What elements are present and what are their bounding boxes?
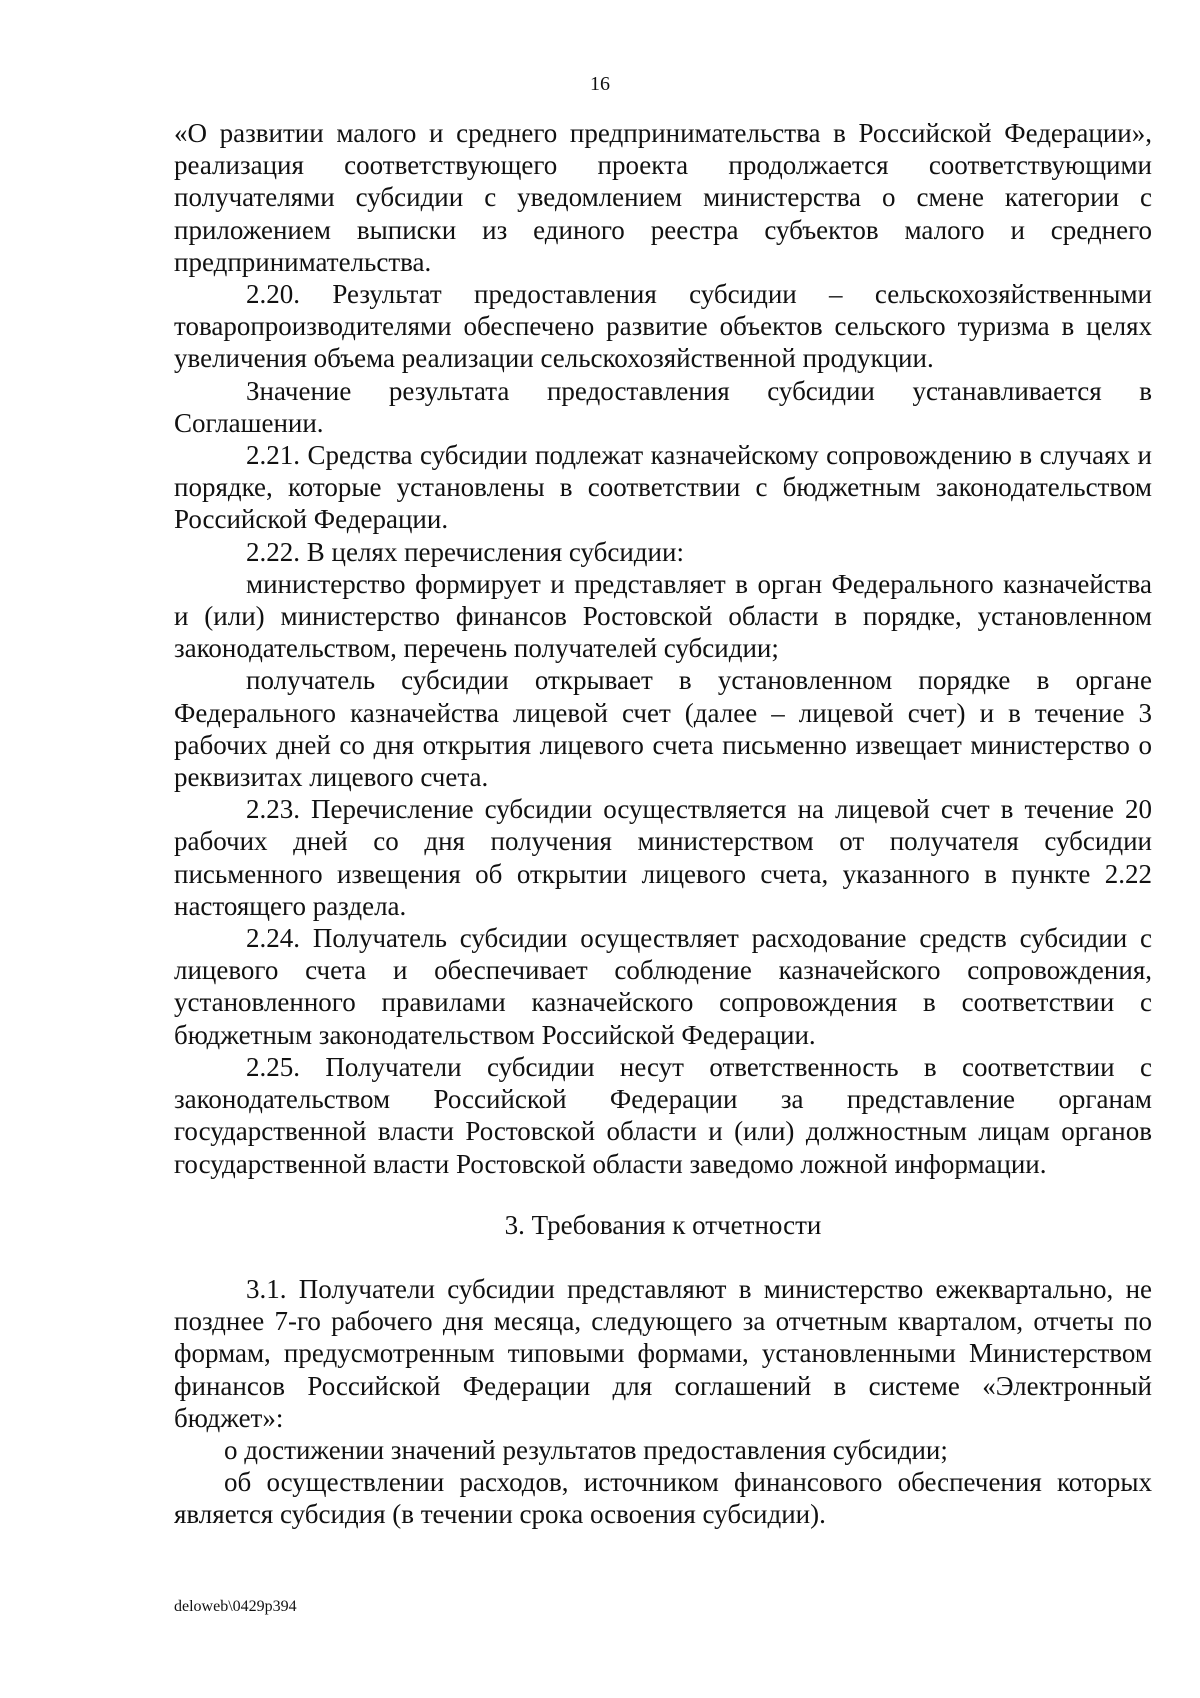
footer-document-code: deloweb\0429p394: [174, 1598, 297, 1615]
paragraph-2-24: 2.24. Получатель субсидии осуществляет расходование средств субсидии с лицевого счета и обеспечивает соблюдение казначейского сопровождения, установленного правилами казначейского сопровождения в соответствии с бюджетным законодательством Российской Федерации.: [174, 923, 1152, 1050]
paragraph-3-1-expenses: об осуществлении расходов, источником финансового обеспечения которых является субсидия (в течении срока освоения субсидии).: [174, 1467, 1152, 1530]
paragraph-2-21: 2.21. Средства субсидии подлежат казначейскому сопровождению в случаях и порядке, которые установлены в соответствии с бюджетным законодательством Российской Федерации.: [174, 440, 1152, 535]
paragraph-2-22-recipient: получатель субсидии открывает в установленном порядке в органе Федерального казначейства лицевой счет (далее – лицевой счет) и в течение 3 рабочих дней со дня открытия лицевого счета письменно извещает министерство о реквизитах лицевого счета.: [174, 665, 1152, 793]
section-heading: 3. Требования к отчетности: [504, 1209, 822, 1240]
page-number: 16: [590, 73, 610, 95]
paragraph-2-22-ministry: министерство формирует и представляет в орган Федерального казначейства и (или) министерство финансов Ростовской области в порядке, установленном законодательством, перечень получателей субсидии;: [174, 568, 1152, 664]
paragraph-2-23: 2.23. Перечисление субсидии осуществляется на лицевой счет в течение 20 рабочих дней со дня получения министерством от получателя субсидии письменного извещения об открытии лицевого счета, указанного в пункте 2.22 настоящего раздела.: [174, 794, 1152, 921]
paragraph-2-25: 2.25. Получатели субсидии несут ответственность в соответствии с законодательством Российской Федерации за представление органам государственной власти Ростовской области и (или) должностным лицам органов государственной власти Ростовской области заведомо ложной информации.: [174, 1051, 1152, 1179]
paragraph-3-1: 3.1. Получатели субсидии представляют в министерство ежеквартально, не позднее 7-го рабочего дня месяца, следующего за отчетным кварталом, отчеты по формам, предусмотренным типовыми формами, установленными Министерством финансов Российской Федерации для соглашений в системе «Электронный бюджет»:: [174, 1273, 1152, 1433]
document-body: [174, 117, 1152, 1531]
paragraph-2-22: 2.22. В целях перечисления субсидии:: [246, 536, 684, 567]
paragraph-2-20: 2.20. Результат предоставления субсидии – сельскохозяйственными товаропроизводителями обеспечено развитие объектов сельского туризма в целях увеличения объема реализации сельскохозяйственной продукции.: [174, 279, 1152, 374]
paragraph-result-value: Значение результата предоставления субсидии устанавливается в Соглашении.: [174, 375, 1152, 438]
paragraph-3-1-results: о достижении значений результатов предоставления субсидии;: [224, 1434, 948, 1465]
paragraph-continuation: «О развитии малого и среднего предпринимательства в Российской Федерации», реализация соответствующего проекта продолжается соответствующими получателями субсидии с уведомлением министерства о смене категории с приложением выписки из единого реестра субъектов малого и среднего предпринимательства.: [174, 118, 1152, 277]
